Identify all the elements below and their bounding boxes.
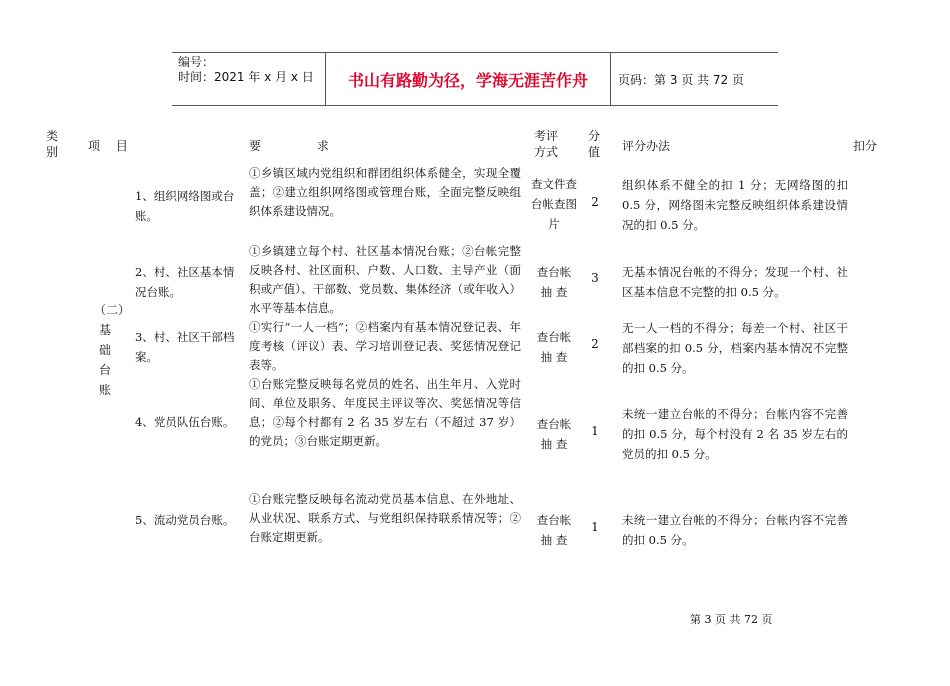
row3-method: 查台帐 抽 查: [536, 330, 572, 364]
row5-requirement: ①台账完整反映每名流动党员基本信息、在外地址、从业状况、联系方式、与党组织保持联系情况等；②台账定期更新。: [249, 492, 521, 544]
row2-points: 3: [591, 271, 599, 285]
row4-points: 1: [591, 424, 599, 438]
header-item: 项 目: [88, 139, 134, 153]
header-deduction: 扣分: [853, 139, 878, 153]
header-method: 考评方式: [534, 129, 559, 159]
row1-scoring: 组织体系不健全的扣 1 分；无网络图的扣 0.5 分，网络图未完整反映组织体系建设情况的扣 0.5 分。: [622, 178, 848, 232]
row4-method: 查台帐 抽 查: [536, 417, 572, 451]
header-meta: [172, 53, 326, 105]
page-footer: 第 3 页 共 72 页: [690, 613, 773, 626]
page-label: 页码：第 3 页 共 72 页: [618, 72, 744, 87]
row1-points: 2: [591, 195, 599, 209]
header-requirement: 要 求: [249, 139, 355, 153]
row4-item: 4、党员队伍台账。: [135, 415, 235, 429]
header-scoring: 评分办法: [622, 139, 671, 153]
row5-item: 5、流动党员台账。: [135, 513, 235, 527]
row1-method: 查文件查台帐查图片: [531, 177, 577, 231]
row4-scoring: 未统一建立台帐的不得分；台帐内容不完善的扣 0.5 分，每个村没有 2 名 35 岁左右的党员的扣 0.5 分。: [622, 407, 848, 461]
row3-scoring: 无一人一档的不得分；每差一个村、社区干部档案的扣 0.5 分，档案内基本情况不完整的扣 0.5 分。: [622, 321, 848, 375]
row2-item: 2、村、社区基本情况台账。: [135, 265, 235, 299]
header-points: 分值: [588, 129, 601, 159]
row3-requirement: ①实行“一人一档”；②档案内有基本情况登记表、年度考核（评议）表、学习培训登记表、奖惩情况登记表等。: [249, 320, 521, 372]
motto: 书山有路勤为径，学海无涯苦作舟: [326, 53, 611, 105]
number-label: 编号：: [178, 55, 215, 69]
document-header: [172, 52, 778, 106]
row5-points: 1: [591, 520, 599, 534]
category-label: （二）基础台账: [94, 303, 131, 397]
header-category: 类别: [46, 129, 59, 159]
row4-requirement: ①台账完整反映每名党员的姓名、出生年月、入党时间、单位及职务、年度民主评议等次、奖惩情况等信息；②每个村都有 2 名 35 岁左右（不超过 37 岁）的党员；③台账定期更新。: [249, 377, 521, 448]
row2-requirement: ①乡镇建立每个村、社区基本情况台账；②台帐完整反映各村、社区面积、户数、人口数、主导产业（面积或产值）、干部数、党员数、集体经济（或年收入）水平等基本信息。: [249, 244, 521, 315]
time-label: 时间：2021 年 x 月 x 日: [178, 70, 314, 84]
row5-method: 查台帐 抽 查: [536, 513, 572, 547]
row1-requirement: ①乡镇区域内党组织和群团组织体系健全，实现全覆盖；②建立组织网络图或管理台账，全面完整反映组织体系建设情况。: [249, 166, 521, 218]
row1-item: 1、组织网络图或台账。: [135, 189, 235, 223]
row2-method: 查台帐 抽 查: [536, 265, 572, 299]
row2-scoring: 无基本情况台帐的不得分；发现一个村、社区基本信息不完整的扣 0.5 分。: [622, 265, 848, 299]
row3-item: 3、村、社区干部档案。: [135, 330, 235, 364]
row5-scoring: 未统一建立台帐的不得分；台帐内容不完善的扣 0.5 分。: [622, 513, 848, 547]
row3-points: 2: [591, 337, 599, 351]
